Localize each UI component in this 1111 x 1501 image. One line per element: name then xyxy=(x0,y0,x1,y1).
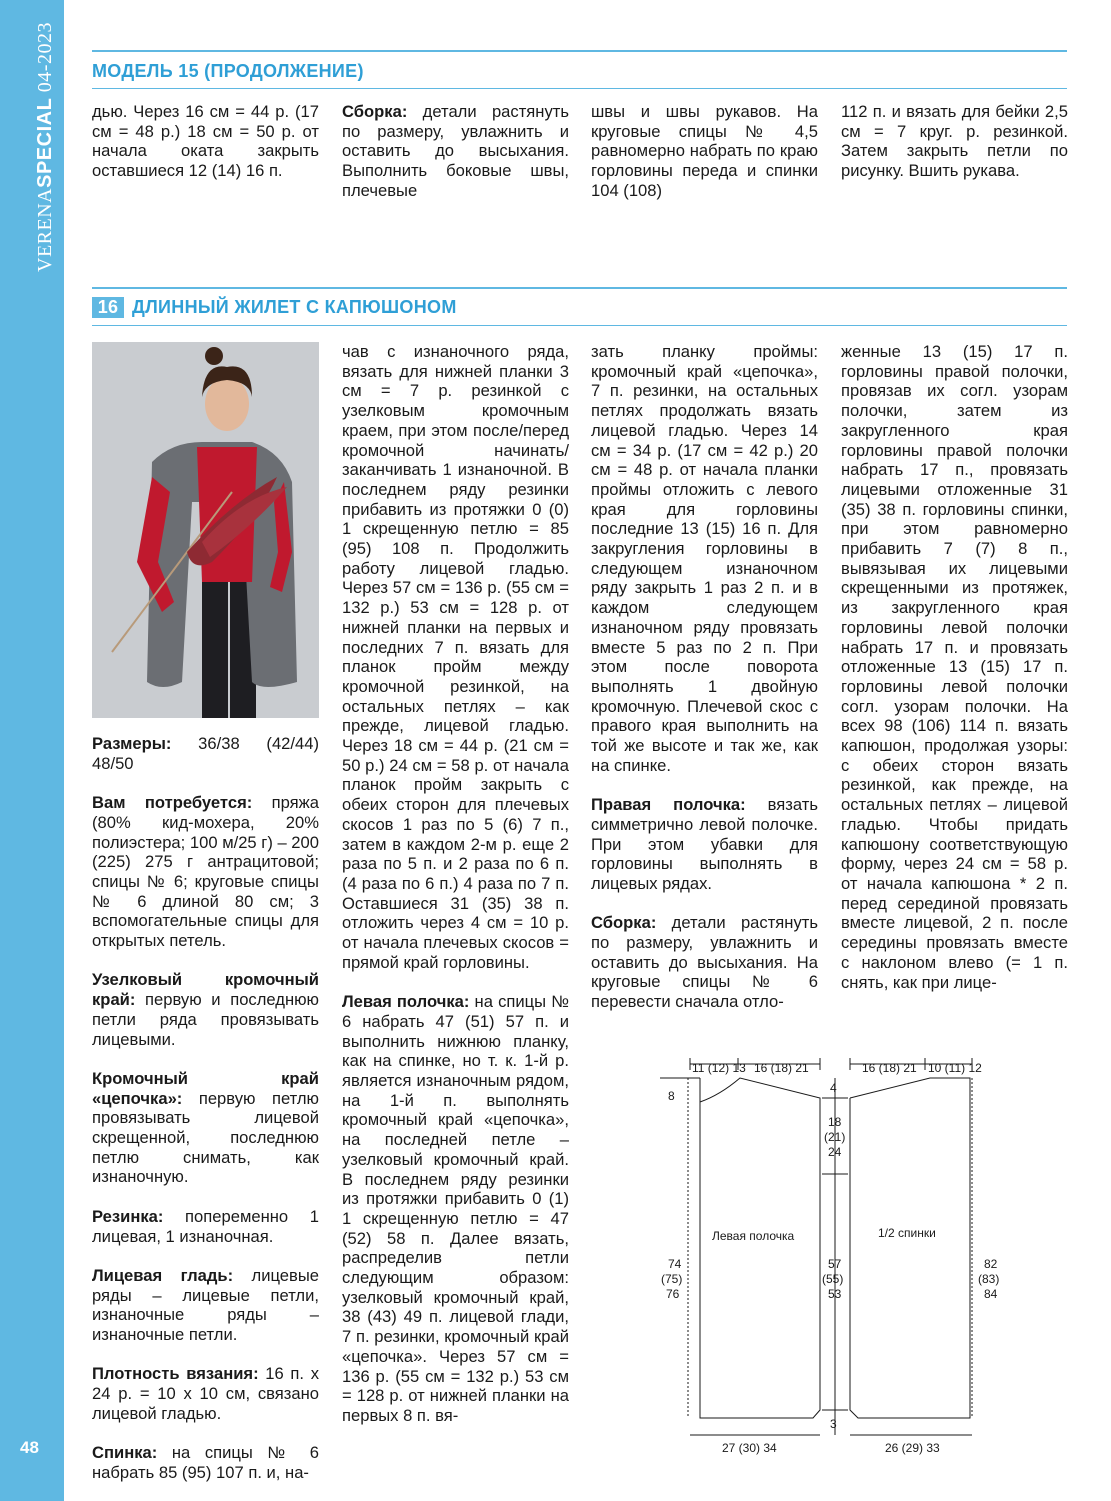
model16-col2: чав с изнаночного ряда, вязать для нижней планки 3 см = 7 р. резинкой с узелковым кромочным краем, при этом после/перед кромочной начинать/заканчивать 1 изнаночной. В последнем ряду резинки прибавить из протяжки 0 (0) 1 скрещенную петлю = 85 (95) 108 п. Продолжить работу лицевой гладью. Через 57 см = 136 р. (55 см = 132 р.) 53 см = 128 р. от нижней планки на первых и последних 7 п. вязать для планок пройм между кромочной резинкой, на остальных петлях – как прежде, лицевой гладью. Через 18 см = 44 р. (21 см = 50 р.) 24 см = 58 р. от начала планок пройм закрыть с обеих сторон для плечевых скосов 1 раз по 5 (6) 7 п., затем в каждом 2-м р. еще 2 раза по 5 п. и 2 раза по 6 п. (4 раза по 6 п.) 4 раза по 7 п. Оставшиеся 31 (35) 38 п. отложить через 4 см = 10 р. от начала плечевых скосов = прямой край горловины. Левая полочка: на спицы № 6 набрать 47 (51) 57 п. и выполнить нижнюю планку, как на спинке, но т. к. 1-й р. является изнаночным рядом, на 1-й п. выполнять кромочный край «цепочка», на последней петле – узелковый кромочный край. В последнем ряду резинки из протяжки прибавить 0 (1) 1 скрещенную петлю = 47 (52) 58 п. Далее вязать, распределив петли следующим образом: узелковый кромочный край, 38 (43) 49 п. лицевой глади, 7 п. резинки, кромочный край «цепочка». Через 57 см = 136 р. (55 см = 132 р.) 53 см = 128 р. от нижней планки на первых 8 п. вя- xyxy=(342,342,569,1425)
dim-left-length: (75) xyxy=(661,1272,683,1286)
page-number: 48 xyxy=(20,1438,39,1457)
section-rule-top xyxy=(92,287,1067,289)
dim-right-length: 82 xyxy=(984,1257,998,1271)
dim-right-length: 84 xyxy=(984,1287,998,1301)
dim-left-length: 74 xyxy=(668,1257,682,1271)
dim-top-right-neck: 10 (11) 12 xyxy=(928,1061,982,1075)
dim-armhole: 24 xyxy=(828,1145,842,1159)
dim-armhole: 18 xyxy=(828,1115,842,1129)
dim-bottom-right: 26 (29) 33 xyxy=(885,1441,940,1455)
dim-body: 57 xyxy=(828,1257,842,1271)
dim-top-left-neck: 11 (12) 13 xyxy=(692,1061,746,1075)
model15-col2: Сборка: детали растянуть по размеру, увлажнить и оставить до высыхания. Выполнить боковые швы, плечевые xyxy=(342,102,569,200)
dim-right-length: (83) xyxy=(978,1272,1000,1286)
magazine-issue-label: VERENASPECIAL 04-2023 xyxy=(34,22,56,272)
dim-bottom-left: 27 (30) 34 xyxy=(722,1441,777,1455)
dim-hem: 3 xyxy=(830,1417,837,1431)
dim-top-right-shoulder: 16 (18) 21 xyxy=(862,1061,917,1075)
model-number-badge: 16 xyxy=(92,297,124,318)
model16-col4: женные 13 (15) 17 п. горловины правой полочки, провязав их согл. узорам полочки, затем из закругленного края горловины правой полочки набрать 17 п., провязать лицевыми отложенные 31 (35) 38 п. горловины спинки, при этом равномерно прибавить 7 (7) 8 п., вывязывая их лицевыми скрещенными из протяжек, из закругленного края горловины левой полочки набрать 17 п. и провязать отложенные 13 (15) 17 п. горловины левой полочки согл. узорам полочки. На всех 98 (106) 114 п. вязать капюшон, продолжая узоры: с обеих сторон вязать резинкой, как прежде, на остальных петлях – лицевой гладью. Чтобы придать капюшону соответствующую форму, через 24 см = 58 р. от начала капюшона * 2 п. перед серединой провязать вместе лицевой, 2 п. после середины провязать вместе с наклоном влево (= 1 п. снять, как при лице- xyxy=(841,342,1068,992)
dim-body: 53 xyxy=(828,1287,842,1301)
model16-col1: Размеры: 36/38 (42/44) 48/50 Вам потребуется: пряжа (80% кид-мохера, 20% полиэстера; 100 м/25 г) – 200 (225) 275 г антрацитовой; спицы № 6; круговые спицы № 6 длиной 80 см; 3 вспомогательные спицы для открытых петель. Узелковый кромочный край: первую и последнюю петли ряда провязывать лицевыми. Кромочный край «цепочка»: первую петлю провязывать лицевой скрещенной, последнюю петлю снимать, как изнаночную. Резинка: попеременно 1 лицевая, 1 изнаночная. Лицевая гладь: лицевые ряды – лицевые петли, изнаночные ряды – изнаночные петли. Плотность вязания: 16 п. х 24 р. = 10 х 10 см, связано лицевой гладью. Спинка: на спицы № 6 набрать 85 (95) 107 п. и, на- xyxy=(92,734,319,1482)
right-panel-outline xyxy=(850,1078,970,1418)
model16-col3: зать планку проймы: кромочный край «цепочка», 7 п. резинки, на остальных петлях продолжать вязать лицевой гладью. Через 14 см = 34 р. (17 см = 42 р.) 20 см = 48 р. от начала планки проймы отложить с левого края для горловины последние 13 (15) 16 п. Для закругления горловины в следующем изнаночном ряду закрыть 1 раз 2 п. и в каждом следующем изнаночном ряду провязать вместе 5 раз по 2 п. При этом после поворота выполнять 1 двойную кромочную. Плечевой скос с правого края выполнить на той же высоте и так же, как на спинке. Правая полочка: вязать симметрично левой полочке. При этом убавки для горловины выполнять в лицевых рядах. Сборка: детали растянуть по размеру, увлажнить и оставить до высыхания. На круговые спицы № 6 перевести сначала отло- xyxy=(591,342,818,1012)
right-panel-label: 1/2 спинки xyxy=(878,1226,936,1240)
model-photo xyxy=(92,342,319,718)
left-panel-label: Левая полочка xyxy=(712,1229,795,1243)
pattern-diagram xyxy=(600,1040,1080,1490)
dim-shoulder-drop: 4 xyxy=(830,1081,837,1095)
model15-col3: швы и швы рукавов. На круговые спицы № 4,5 равномерно набрать по краю горловины переда и спинки 104 (108) xyxy=(591,102,818,200)
model15-title: МОДЕЛЬ 15 (ПРОДОЛЖЕНИЕ) xyxy=(92,61,364,81)
model16-title: 16 ДЛИННЫЙ ЖИЛЕТ С КАПЮШОНОМ xyxy=(92,297,457,318)
model15-col1: дью. Через 16 см = 44 р. (17 см = 48 р.) 18 см = 50 р. от начала оката закрыть оставшиеся 12 (14) 16 п. xyxy=(92,102,319,181)
section-rule-bottom xyxy=(92,325,1067,326)
dim-neck-depth: 8 xyxy=(668,1089,675,1103)
dim-armhole: (21) xyxy=(824,1130,846,1144)
dim-body: (55) xyxy=(822,1272,844,1286)
model15-col4: 112 п. и вязать для бейки 2,5 см = 7 круг. р. резинкой. Затем закрыть петли по рисунку. Вшить рукава. xyxy=(841,102,1068,181)
dim-left-length: 76 xyxy=(666,1287,680,1301)
dim-top-left-shoulder: 16 (18) 21 xyxy=(754,1061,809,1075)
section-rule-bottom xyxy=(92,88,1067,89)
section-rule-top xyxy=(92,50,1067,52)
left-panel-outline xyxy=(700,1078,820,1418)
